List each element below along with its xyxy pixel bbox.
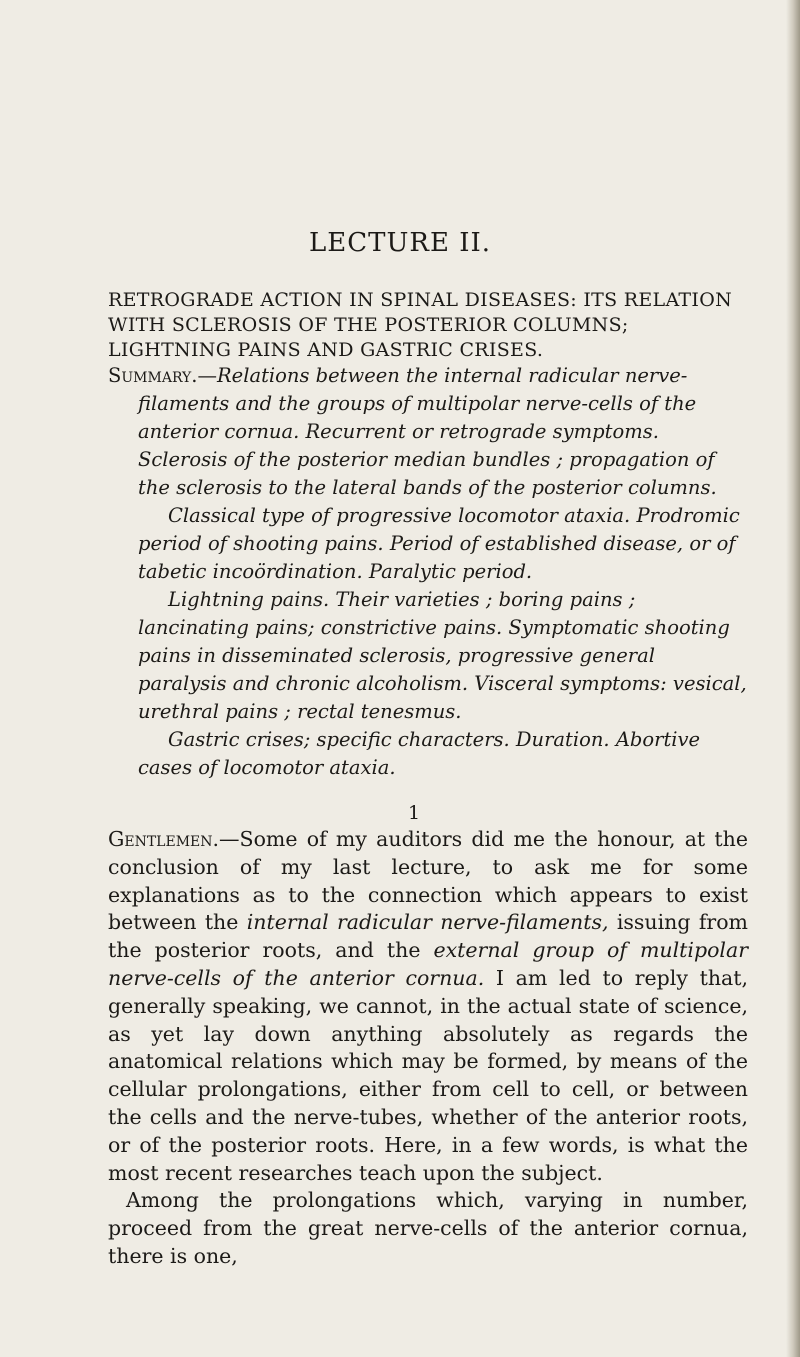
body-paragraph-1 — [108, 826, 748, 1187]
body-p1-part-a: Some of my auditors did me the honour, at the conclusion of my last lecture, to ask me for some explanations as to the connection which appears to exist between the — [108, 827, 748, 935]
body-text — [108, 826, 748, 1271]
summary-label: Summary. — [108, 364, 198, 387]
body-p1-part-c: I am led to reply that, generally speaking, we cannot, in the actual state of science, as yet lay down anything absolutely as regards the anatomical relations which may be formed, by means of the cellular prolongations, either from cell to cell, or between the cells and the nerve-tubes, whether of the anterior roots, or of the posterior roots. Here, in a few words, is what the most recent researches teach upon the subject. — [108, 965, 748, 1185]
summary-paragraph-4 — [108, 726, 748, 782]
summary-paragraph-2 — [108, 502, 748, 586]
summary-paragraph-1 — [108, 362, 748, 502]
opening-salutation: Gentlemen. — [108, 827, 220, 851]
summary-text-1: Relations between the internal radicular nerve-filaments and the groups of multipolar nerve-cells of the anterior cornua. Recurrent or retrograde symptoms. Sclerosis of the posterior median bundles ; propagation of the sclerosis to the lateral bands of the posterior columns. — [138, 364, 717, 499]
body-p1-part-b: issuing from the posterior roots, and the — [108, 910, 748, 963]
summary-text-3: Lightning pains. Their varieties ; boring pains ; lancinating pains; constrictive pains. Symptomatic shooting pains in disseminated sclerosis, progressive general paralysis and chronic alcoholism. Visceral symptoms: vesical, urethral pains ; rectal tenesmus. — [138, 588, 747, 723]
summary-block — [108, 362, 748, 782]
lecture-title: LECTURE II. — [308, 228, 492, 258]
body-p1-italic-1: internal radicular nerve-filaments, — [246, 910, 609, 935]
body-paragraph-2: Among the prolongations which, varying in number, proceed from the great nerve-cells of the anterior cornua, there is one, — [108, 1188, 748, 1268]
body-p1-italic-2: external group of multipolar nerve-cells of the anterior cornua. — [108, 938, 748, 990]
summary-text-2: Classical type of progressive locomotor ataxia. Prodromic period of shooting pains. Period of established disease, or of tabetic incoördination. Paralytic period. — [138, 504, 740, 583]
summary-text-4: Gastric crises; specific characters. Duration. Abortive cases of locomotor ataxia. — [138, 728, 701, 779]
summary-dash: — — [197, 364, 217, 387]
section-number: 1 — [407, 802, 421, 824]
page-edge-shadow — [786, 0, 800, 1357]
lecture-subtitle: RETROGRADE ACTION IN SPINAL DISEASES: ITS RELATION WITH SCLEROSIS OF THE POSTERIOR COLUMNS; LIGHTNING PAINS AND GASTRIC CRISES. — [108, 289, 733, 361]
opening-dash: — — [219, 827, 240, 851]
summary-paragraph-3 — [108, 586, 748, 726]
